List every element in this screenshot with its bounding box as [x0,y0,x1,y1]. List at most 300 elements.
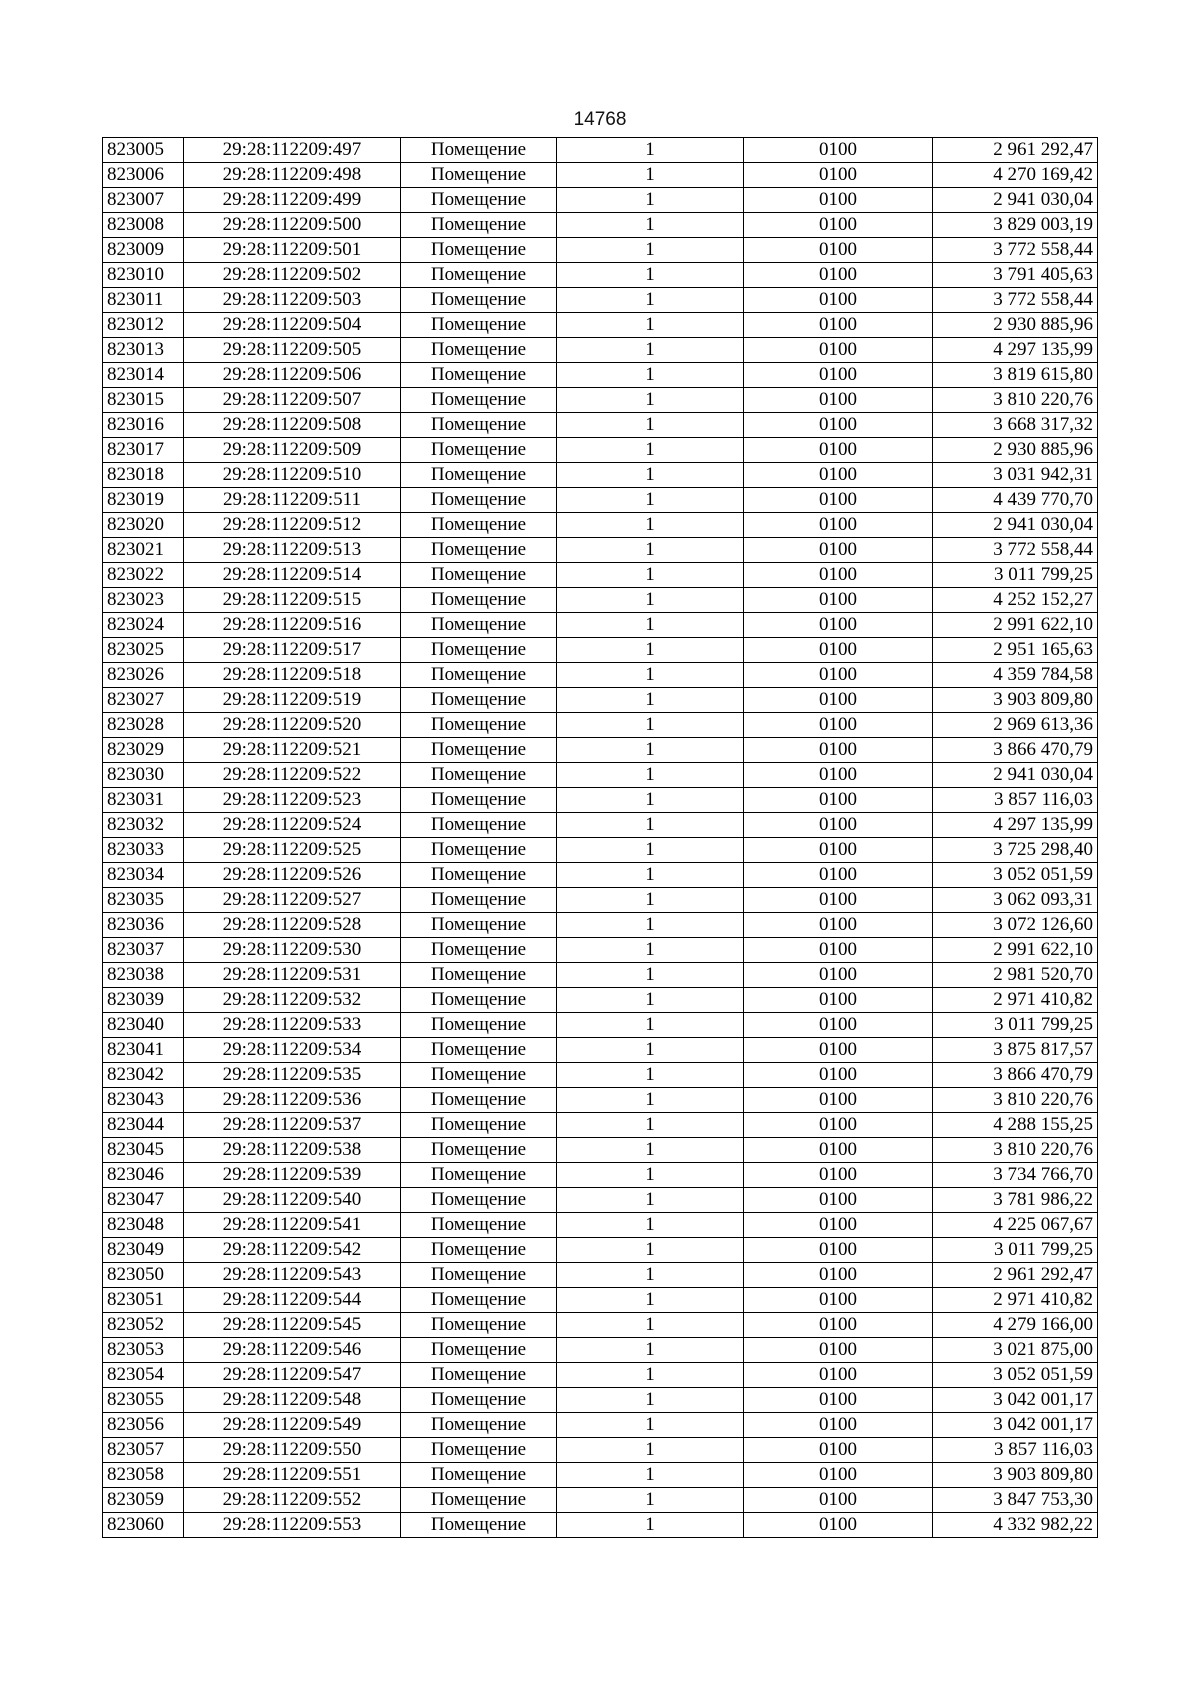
table-row [103,838,1098,863]
record-number-cell: 823039 [103,988,184,1013]
object-type-cell: Помещение [401,1288,557,1313]
table-row [103,613,1098,638]
table-row [103,988,1098,1013]
quantity-cell: 1 [557,1463,744,1488]
cadastral-value-cell: 2 981 520,70 [933,963,1098,988]
cadastral-number-cell: 29:28:112209:548 [184,1388,401,1413]
cadastral-value-cell: 3 062 093,31 [933,888,1098,913]
code-cell: 0100 [744,1213,933,1238]
cadastral-value-cell: 2 951 165,63 [933,638,1098,663]
object-type-cell: Помещение [401,1188,557,1213]
record-number-cell: 823049 [103,1238,184,1263]
quantity-cell: 1 [557,1063,744,1088]
cadastral-number-cell: 29:28:112209:527 [184,888,401,913]
code-cell: 0100 [744,163,933,188]
cadastral-number-cell: 29:28:112209:542 [184,1238,401,1263]
object-type-cell: Помещение [401,288,557,313]
object-type-cell: Помещение [401,763,557,788]
table-row [103,1288,1098,1313]
code-cell: 0100 [744,338,933,363]
code-cell: 0100 [744,1138,933,1163]
object-type-cell: Помещение [401,1388,557,1413]
cadastral-number-cell: 29:28:112209:537 [184,1113,401,1138]
record-number-cell: 823044 [103,1113,184,1138]
cadastral-number-cell: 29:28:112209:508 [184,413,401,438]
table-row [103,213,1098,238]
object-type-cell: Помещение [401,163,557,188]
table-row [103,963,1098,988]
code-cell: 0100 [744,488,933,513]
object-type-cell: Помещение [401,1138,557,1163]
cadastral-value-cell: 3 903 809,80 [933,688,1098,713]
cadastral-number-cell: 29:28:112209:510 [184,463,401,488]
code-cell: 0100 [744,963,933,988]
record-number-cell: 823054 [103,1363,184,1388]
cadastral-value-cell: 3 021 875,00 [933,1338,1098,1363]
quantity-cell: 1 [557,588,744,613]
cadastral-value-cell: 4 439 770,70 [933,488,1098,513]
record-number-cell: 823012 [103,313,184,338]
cadastral-value-cell: 3 772 558,44 [933,238,1098,263]
code-cell: 0100 [744,188,933,213]
cadastral-number-cell: 29:28:112209:511 [184,488,401,513]
object-type-cell: Помещение [401,538,557,563]
cadastral-value-cell: 3 011 799,25 [933,1238,1098,1263]
code-cell: 0100 [744,888,933,913]
quantity-cell: 1 [557,613,744,638]
record-number-cell: 823010 [103,263,184,288]
cadastral-number-cell: 29:28:112209:498 [184,163,401,188]
object-type-cell: Помещение [401,563,557,588]
object-type-cell: Помещение [401,1313,557,1338]
record-number-cell: 823034 [103,863,184,888]
cadastral-value-cell: 3 866 470,79 [933,738,1098,763]
quantity-cell: 1 [557,1438,744,1463]
record-number-cell: 823028 [103,713,184,738]
table-row [103,163,1098,188]
record-number-cell: 823006 [103,163,184,188]
quantity-cell: 1 [557,1413,744,1438]
table-row [103,638,1098,663]
object-type-cell: Помещение [401,988,557,1013]
quantity-cell: 1 [557,363,744,388]
object-type-cell: Помещение [401,1363,557,1388]
quantity-cell: 1 [557,1188,744,1213]
object-type-cell: Помещение [401,1013,557,1038]
table-row [103,688,1098,713]
cadastral-number-cell: 29:28:112209:519 [184,688,401,713]
cadastral-value-cell: 3 875 817,57 [933,1038,1098,1063]
cadastral-number-cell: 29:28:112209:533 [184,1013,401,1038]
quantity-cell: 1 [557,713,744,738]
table-row [103,463,1098,488]
quantity-cell: 1 [557,1488,744,1513]
cadastral-value-cell: 4 297 135,99 [933,338,1098,363]
cadastral-number-cell: 29:28:112209:553 [184,1513,401,1538]
quantity-cell: 1 [557,313,744,338]
table-row [103,1063,1098,1088]
cadastral-number-cell: 29:28:112209:507 [184,388,401,413]
code-cell: 0100 [744,638,933,663]
cadastral-number-cell: 29:28:112209:530 [184,938,401,963]
code-cell: 0100 [744,1063,933,1088]
quantity-cell: 1 [557,188,744,213]
code-cell: 0100 [744,1413,933,1438]
quantity-cell: 1 [557,888,744,913]
code-cell: 0100 [744,863,933,888]
cadastral-value-cell: 4 279 166,00 [933,1313,1098,1338]
quantity-cell: 1 [557,288,744,313]
table-row [103,1388,1098,1413]
record-number-cell: 823040 [103,1013,184,1038]
table-row [103,263,1098,288]
table-row [103,513,1098,538]
quantity-cell: 1 [557,213,744,238]
cadastral-number-cell: 29:28:112209:532 [184,988,401,1013]
table-row [103,288,1098,313]
object-type-cell: Помещение [401,838,557,863]
object-type-cell: Помещение [401,438,557,463]
record-number-cell: 823031 [103,788,184,813]
record-number-cell: 823025 [103,638,184,663]
table-row [103,238,1098,263]
cadastral-value-cell: 4 359 784,58 [933,663,1098,688]
record-number-cell: 823023 [103,588,184,613]
quantity-cell: 1 [557,988,744,1013]
code-cell: 0100 [744,1088,933,1113]
record-number-cell: 823014 [103,363,184,388]
cadastral-value-cell: 3 668 317,32 [933,413,1098,438]
object-type-cell: Помещение [401,388,557,413]
object-type-cell: Помещение [401,813,557,838]
quantity-cell: 1 [557,1513,744,1538]
object-type-cell: Помещение [401,488,557,513]
cadastral-value-cell: 2 941 030,04 [933,513,1098,538]
table-row [103,738,1098,763]
quantity-cell: 1 [557,838,744,863]
quantity-cell: 1 [557,1263,744,1288]
code-cell: 0100 [744,1388,933,1413]
quantity-cell: 1 [557,338,744,363]
code-cell: 0100 [744,938,933,963]
code-cell: 0100 [744,1163,933,1188]
object-type-cell: Помещение [401,688,557,713]
table-row [103,1238,1098,1263]
object-type-cell: Помещение [401,1088,557,1113]
cadastral-value-cell: 2 930 885,96 [933,313,1098,338]
quantity-cell: 1 [557,863,744,888]
cadastral-value-cell: 3 042 001,17 [933,1413,1098,1438]
code-cell: 0100 [744,588,933,613]
object-type-cell: Помещение [401,588,557,613]
record-number-cell: 823042 [103,1063,184,1088]
code-cell: 0100 [744,988,933,1013]
object-type-cell: Помещение [401,413,557,438]
quantity-cell: 1 [557,938,744,963]
quantity-cell: 1 [557,413,744,438]
quantity-cell: 1 [557,388,744,413]
cadastral-value-cell: 3 791 405,63 [933,263,1098,288]
code-cell: 0100 [744,613,933,638]
table-row [103,1113,1098,1138]
cadastral-number-cell: 29:28:112209:524 [184,813,401,838]
code-cell: 0100 [744,688,933,713]
object-type-cell: Помещение [401,713,557,738]
code-cell: 0100 [744,1438,933,1463]
table-row [103,713,1098,738]
code-cell: 0100 [744,788,933,813]
record-number-cell: 823038 [103,963,184,988]
cadastral-value-cell: 3 829 003,19 [933,213,1098,238]
code-cell: 0100 [744,513,933,538]
table-row [103,663,1098,688]
object-type-cell: Помещение [401,1063,557,1088]
code-cell: 0100 [744,238,933,263]
quantity-cell: 1 [557,563,744,588]
cadastral-number-cell: 29:28:112209:534 [184,1038,401,1063]
cadastral-number-cell: 29:28:112209:521 [184,738,401,763]
record-number-cell: 823022 [103,563,184,588]
cadastral-value-cell: 2 991 622,10 [933,938,1098,963]
record-number-cell: 823024 [103,613,184,638]
object-type-cell: Помещение [401,138,557,163]
code-cell: 0100 [744,363,933,388]
record-number-cell: 823015 [103,388,184,413]
cadastral-number-cell: 29:28:112209:535 [184,1063,401,1088]
cadastral-value-cell: 3 847 753,30 [933,1488,1098,1513]
code-cell: 0100 [744,313,933,338]
table-row [103,363,1098,388]
cadastral-value-cell: 2 969 613,36 [933,713,1098,738]
cadastral-number-cell: 29:28:112209:549 [184,1413,401,1438]
record-number-cell: 823053 [103,1338,184,1363]
code-cell: 0100 [744,563,933,588]
cadastral-value-cell: 2 971 410,82 [933,1288,1098,1313]
cadastral-value-cell: 3 903 809,80 [933,1463,1098,1488]
table-row [103,313,1098,338]
cadastral-value-cell: 3 819 615,80 [933,363,1098,388]
table-row [103,1463,1098,1488]
cadastral-value-cell: 2 991 622,10 [933,613,1098,638]
table-row [103,1138,1098,1163]
code-cell: 0100 [744,1363,933,1388]
cadastral-number-cell: 29:28:112209:552 [184,1488,401,1513]
record-number-cell: 823009 [103,238,184,263]
table-row [103,1438,1098,1463]
code-cell: 0100 [744,1238,933,1263]
code-cell: 0100 [744,1488,933,1513]
cadastral-value-cell: 3 072 126,60 [933,913,1098,938]
quantity-cell: 1 [557,1363,744,1388]
quantity-cell: 1 [557,488,744,513]
cadastral-number-cell: 29:28:112209:520 [184,713,401,738]
record-number-cell: 823029 [103,738,184,763]
table-row [103,538,1098,563]
record-number-cell: 823008 [103,213,184,238]
table-row [103,813,1098,838]
record-number-cell: 823005 [103,138,184,163]
quantity-cell: 1 [557,538,744,563]
record-number-cell: 823011 [103,288,184,313]
table-row [103,788,1098,813]
cadastral-number-cell: 29:28:112209:543 [184,1263,401,1288]
object-type-cell: Помещение [401,1238,557,1263]
quantity-cell: 1 [557,1238,744,1263]
record-number-cell: 823052 [103,1313,184,1338]
quantity-cell: 1 [557,1313,744,1338]
quantity-cell: 1 [557,688,744,713]
cadastral-value-cell: 3 810 220,76 [933,1138,1098,1163]
code-cell: 0100 [744,138,933,163]
object-type-cell: Помещение [401,238,557,263]
cadastral-number-cell: 29:28:112209:550 [184,1438,401,1463]
record-number-cell: 823047 [103,1188,184,1213]
code-cell: 0100 [744,838,933,863]
cadastral-number-cell: 29:28:112209:526 [184,863,401,888]
quantity-cell: 1 [557,963,744,988]
code-cell: 0100 [744,263,933,288]
cadastral-number-cell: 29:28:112209:499 [184,188,401,213]
cadastral-value-cell: 3 857 116,03 [933,788,1098,813]
cadastral-number-cell: 29:28:112209:518 [184,663,401,688]
quantity-cell: 1 [557,138,744,163]
cadastral-number-cell: 29:28:112209:528 [184,913,401,938]
table-row [103,1188,1098,1213]
code-cell: 0100 [744,913,933,938]
cadastral-value-cell: 4 297 135,99 [933,813,1098,838]
object-type-cell: Помещение [401,663,557,688]
quantity-cell: 1 [557,813,744,838]
object-type-cell: Помещение [401,188,557,213]
cadastral-number-cell: 29:28:112209:538 [184,1138,401,1163]
code-cell: 0100 [744,1463,933,1488]
table-row [103,438,1098,463]
quantity-cell: 1 [557,638,744,663]
record-number-cell: 823013 [103,338,184,363]
cadastral-value-cell: 3 031 942,31 [933,463,1098,488]
record-number-cell: 823027 [103,688,184,713]
record-number-cell: 823016 [103,413,184,438]
code-cell: 0100 [744,1263,933,1288]
table-row [103,1488,1098,1513]
code-cell: 0100 [744,288,933,313]
cadastral-number-cell: 29:28:112209:540 [184,1188,401,1213]
object-type-cell: Помещение [401,738,557,763]
cadastral-number-cell: 29:28:112209:497 [184,138,401,163]
record-number-cell: 823007 [103,188,184,213]
cadastral-value-cell: 3 810 220,76 [933,1088,1098,1113]
record-number-cell: 823037 [103,938,184,963]
cadastral-value-cell: 4 332 982,22 [933,1513,1098,1538]
table-row [103,1013,1098,1038]
cadastral-value-cell: 4 225 067,67 [933,1213,1098,1238]
code-cell: 0100 [744,738,933,763]
cadastral-number-cell: 29:28:112209:504 [184,313,401,338]
cadastral-number-cell: 29:28:112209:516 [184,613,401,638]
record-number-cell: 823036 [103,913,184,938]
code-cell: 0100 [744,438,933,463]
cadastral-value-cell: 3 781 986,22 [933,1188,1098,1213]
record-number-cell: 823045 [103,1138,184,1163]
record-number-cell: 823043 [103,1088,184,1113]
record-number-cell: 823048 [103,1213,184,1238]
record-number-cell: 823050 [103,1263,184,1288]
object-type-cell: Помещение [401,613,557,638]
cadastral-value-cell: 4 288 155,25 [933,1113,1098,1138]
record-number-cell: 823051 [103,1288,184,1313]
cadastral-number-cell: 29:28:112209:515 [184,588,401,613]
cadastral-number-cell: 29:28:112209:512 [184,513,401,538]
cadastral-value-cell: 3 734 766,70 [933,1163,1098,1188]
cadastral-number-cell: 29:28:112209:531 [184,963,401,988]
quantity-cell: 1 [557,1013,744,1038]
table-row [103,863,1098,888]
table-row [103,1263,1098,1288]
cadastral-value-cell: 2 961 292,47 [933,138,1098,163]
cadastral-value-cell: 2 930 885,96 [933,438,1098,463]
record-number-cell: 823026 [103,663,184,688]
registry-table [102,137,1098,1538]
code-cell: 0100 [744,663,933,688]
quantity-cell: 1 [557,788,744,813]
code-cell: 0100 [744,1188,933,1213]
cadastral-value-cell: 3 810 220,76 [933,388,1098,413]
table-row [103,1088,1098,1113]
quantity-cell: 1 [557,1038,744,1063]
record-number-cell: 823055 [103,1388,184,1413]
cadastral-number-cell: 29:28:112209:501 [184,238,401,263]
object-type-cell: Помещение [401,363,557,388]
object-type-cell: Помещение [401,338,557,363]
code-cell: 0100 [744,1013,933,1038]
code-cell: 0100 [744,1313,933,1338]
cadastral-value-cell: 4 252 152,27 [933,588,1098,613]
code-cell: 0100 [744,538,933,563]
cadastral-value-cell: 3 772 558,44 [933,288,1098,313]
object-type-cell: Помещение [401,963,557,988]
record-number-cell: 823056 [103,1413,184,1438]
cadastral-value-cell: 4 270 169,42 [933,163,1098,188]
code-cell: 0100 [744,713,933,738]
cadastral-number-cell: 29:28:112209:541 [184,1213,401,1238]
cadastral-number-cell: 29:28:112209:503 [184,288,401,313]
table-row [103,938,1098,963]
object-type-cell: Помещение [401,1438,557,1463]
table-row [103,1363,1098,1388]
object-type-cell: Помещение [401,888,557,913]
cadastral-number-cell: 29:28:112209:551 [184,1463,401,1488]
object-type-cell: Помещение [401,863,557,888]
record-number-cell: 823017 [103,438,184,463]
cadastral-number-cell: 29:28:112209:514 [184,563,401,588]
cadastral-value-cell: 2 961 292,47 [933,1263,1098,1288]
table-row [103,763,1098,788]
object-type-cell: Помещение [401,1213,557,1238]
object-type-cell: Помещение [401,638,557,663]
record-number-cell: 823019 [103,488,184,513]
object-type-cell: Помещение [401,1338,557,1363]
record-number-cell: 823059 [103,1488,184,1513]
object-type-cell: Помещение [401,1163,557,1188]
quantity-cell: 1 [557,1213,744,1238]
cadastral-value-cell: 3 011 799,25 [933,1013,1098,1038]
quantity-cell: 1 [557,1113,744,1138]
code-cell: 0100 [744,1288,933,1313]
cadastral-number-cell: 29:28:112209:509 [184,438,401,463]
object-type-cell: Помещение [401,313,557,338]
table-row [103,1513,1098,1538]
table-row [103,413,1098,438]
